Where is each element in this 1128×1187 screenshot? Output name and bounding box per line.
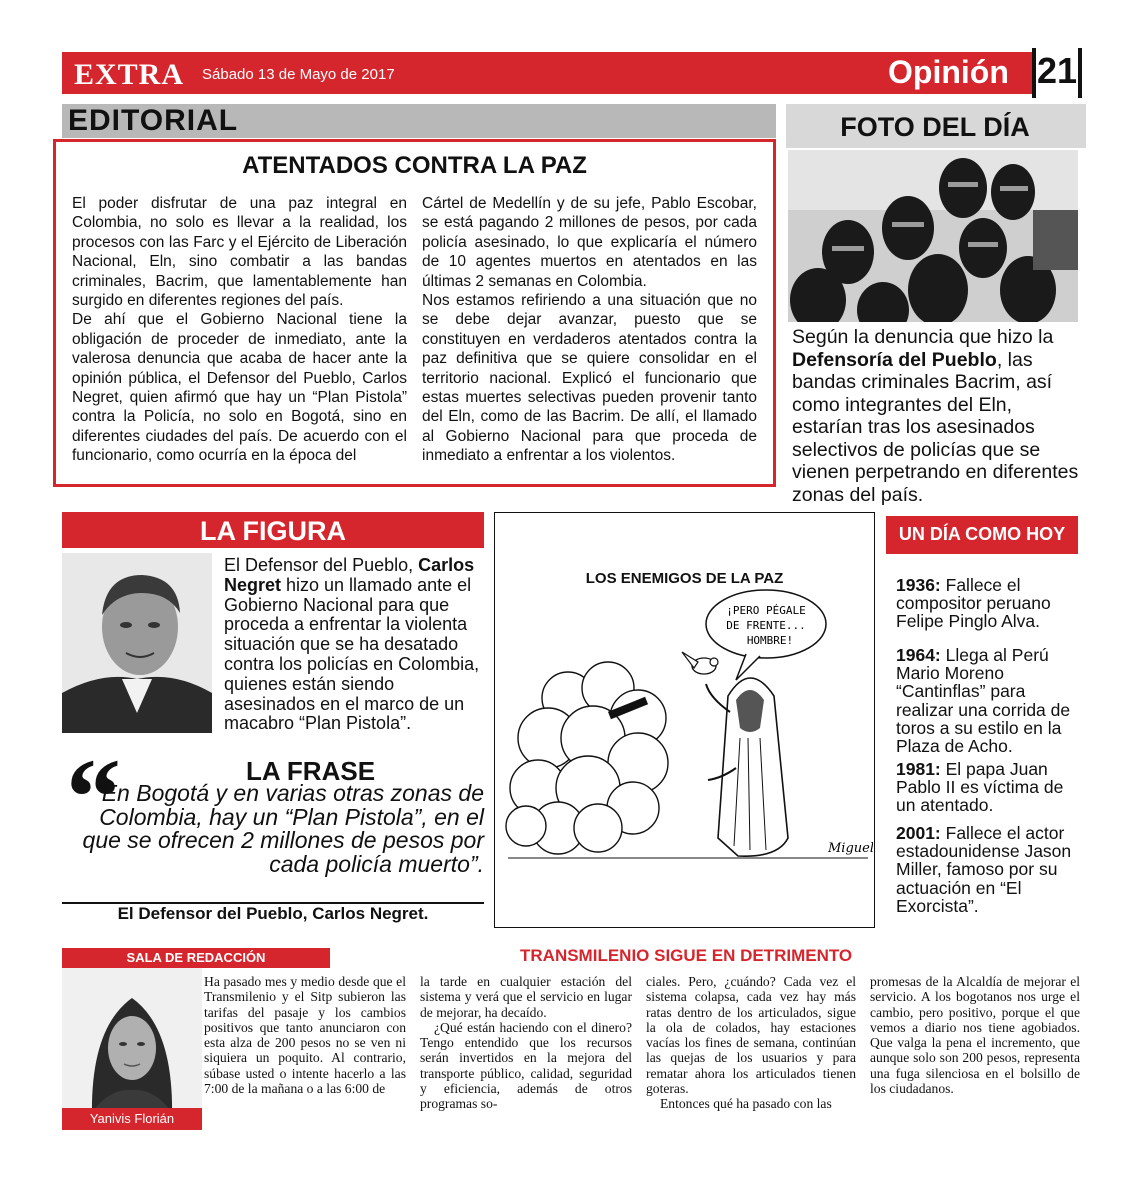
speech-line-1: ¡PERO PÉGALE: [726, 604, 806, 617]
history-text: Llega al Perú Mario Moreno “Cantinflas” para realizar una corrida de toros a su estilo en la Plaza de Acho.: [896, 645, 1071, 757]
editorial-paragraph: Cártel de Medellín y de su jefe, Pablo Escobar, se está pagando 2 millones de pesos, por cada policía asesinado, lo que explicaría el número de 10 agentes muertos en atentados en las últimas 2 semanas en Colombia.: [422, 195, 757, 290]
la-frase-label: LA FRASE: [246, 756, 376, 786]
column-title: TRANSMILENIO SIGUE EN DETRIMENTO: [520, 946, 853, 965]
column-text-3: [646, 974, 856, 1112]
newspaper-logo: EXTRA: [74, 58, 185, 91]
editorial-paragraph: El poder disfrutar de una paz integral en Colombia, no solo es llevar a la realidad, los procesos con las Farc y el Ejército de Liberación Nacional, Eln, sino combatir a las bandas criminales, Bacrim, que lamentablemente han surgido en diferentes regiones del país.: [72, 195, 407, 310]
la-frase-author: El Defensor del Pueblo, Carlos Negret.: [117, 904, 429, 923]
column-text-2: [420, 974, 632, 1112]
cartoon-drawing: [498, 588, 873, 924]
figura-name: Carlos Negret: [224, 555, 475, 595]
editorial-column-2: [422, 194, 757, 466]
author-portrait: [62, 968, 202, 1130]
portrait-graphic: [62, 553, 212, 733]
foto-del-dia-photo: [788, 150, 1078, 322]
history-year: 1964:: [896, 645, 941, 665]
cartoon-signature: Miguel: [828, 841, 873, 856]
editorial-column-1: [72, 194, 407, 466]
page-number: 21: [1036, 50, 1078, 91]
carlos-negret-portrait: [62, 553, 212, 733]
masked-men-photo: [788, 150, 1078, 322]
column-paragraph: Entonces qué ha pasado con las: [660, 1096, 832, 1112]
history-text: El papa Juan Pablo II es víctima de un atentado.: [896, 759, 1064, 816]
speech-line-3: HOMBRE!: [746, 634, 794, 647]
author-portrait-graphic: [62, 968, 202, 1130]
history-text: Fallece el actor estadounidense Jason Miller, famoso por su actuación en “El Exorcista”.: [896, 823, 1072, 916]
sala-de-redaccion-label: SALA DE REDACCIÓN: [126, 950, 266, 965]
author-name: Yanivis Florián: [89, 1111, 175, 1126]
history-entry: [896, 760, 1078, 815]
speech-line-2: DE FRENTE...: [726, 619, 806, 632]
section-name: Opinión: [888, 54, 1009, 90]
la-figura-text: [224, 556, 486, 734]
quote-mark-icon: “: [66, 736, 121, 858]
caption-text: Según la denuncia que hizo la: [792, 326, 1054, 348]
cartoon-title: LOS ENEMIGOS DE LA PAZ: [585, 570, 784, 587]
history-entry: [896, 576, 1078, 631]
la-frase-quote: En Bogotá y en varias otras zonas de Colombia, hay un “Plan Pistola”, en el que se ofrecen 2 millones de pesos por cada policía muerto”.: [82, 780, 484, 877]
page-number-box: [1032, 48, 1082, 98]
editorial-paragraph: Nos estamos refiriendo a una situación que no se debe dejar avanzar, puesto que se constituyen en verdaderos atentados contra la paz definitiva que se quiere consolidar en el territorio nacional. Explicó el funcionario que estas muertes selectivas pueden provenir tanto del Eln, como de las Bacrim. De allí, el llamado al Gobierno Nacional para que proceda de inmediato a enfrentar a los violentos.: [422, 292, 757, 465]
editorial-title: ATENTADOS CONTRA LA PAZ: [242, 152, 587, 179]
un-dia-como-hoy-label: UN DÍA COMO HOY: [898, 524, 1066, 544]
publication-date: Sábado 13 de Mayo de 2017: [202, 66, 395, 83]
editorial-label: EDITORIAL: [68, 104, 239, 137]
column-text-1: Ha pasado mes y medio desde que el Transmilenio y el Sitp subieron las tarifas del pasaje y los cambios positivos que tanto anunciaron con esta alza de 200 pesos no se ven ni siquiera un poquito. Al contrario, súbase usted o intente hacerlo a las 7:00 de la mañana o a las 6:00 de: [204, 974, 406, 1097]
figura-text: El Defensor del Pueblo,: [224, 555, 419, 575]
history-year: 2001:: [896, 823, 941, 843]
foto-del-dia-label: FOTO DEL DÍA: [840, 112, 1030, 142]
history-text: Fallece el compositor peruano Felipe Pinglo Alva.: [896, 575, 1051, 632]
caption-text: , las bandas criminales Bacrim, así como integrantes del Eln, estarían tras los asesinados selectivos de policías que se vienen perpetrando en diferentes zonas del país.: [792, 348, 1079, 506]
column-paragraph: ¿Qué están haciendo con el dinero? Tengo entendido que los recursos serán invertidos en la mejora del transporte público, calidad, seguridad y eficiencia, además de otros programas so-: [420, 1019, 632, 1112]
editorial-paragraph: De ahí que el Gobierno Nacional tiene la obligación de proceder de inmediato, ante la valerosa denuncia que acaba de hacer ante la opinión pública, el Defensor del Pueblo, Carlos Negret, quien afirmó que hay un “Plan Pistola” contra la Policía, no solo en Bogotá, sino en diferentes ciudades del país. De acuerdo con el funcionario, como ocurría en la época del: [72, 311, 407, 465]
cartoon-illustration: [498, 588, 873, 924]
figura-text: hizo un llamado ante el Gobierno Nacional para que proceda a enfrentar la violenta situación que se ha desatado contra los policías en Colombia, quienes están siendo asesinados en el marco de un macabro “Plan Pistola”.: [224, 574, 480, 734]
history-year: 1936:: [896, 575, 941, 595]
column-paragraph: la tarde en cualquier estación del sistema y verá que el servicio en lugar de mejorar, ha decaído.: [420, 974, 632, 1020]
history-entry: [896, 646, 1078, 755]
foto-del-dia-caption: [792, 326, 1082, 506]
column-paragraph: ciales. Pero, ¿cuándo? Cada vez el sistema colapsa, cada vez hay más ratas dentro de los articulados, sigue la ola de colados, hay estaciones vacías los fines de semana, continúan las quejas de los usuarios y para rematar ahora los articulados tienen goteras.: [646, 974, 856, 1097]
caption-bold: Defensoría del Pueblo: [792, 348, 997, 371]
la-figura-label: LA FIGURA: [200, 516, 346, 546]
history-entry: [896, 824, 1078, 915]
column-text-4: promesas de la Alcaldía de mejorar el servicio. A los bogotanos nos urge el cambio, pero positivo, porque el que vemos a diario nos tiene agobiados. Que valga la pena el incremento, que aunque solo son 200 pesos, representa una fuga silenciosa en el bolsillo de los ciudadanos.: [870, 974, 1080, 1097]
history-year: 1981:: [896, 759, 941, 779]
